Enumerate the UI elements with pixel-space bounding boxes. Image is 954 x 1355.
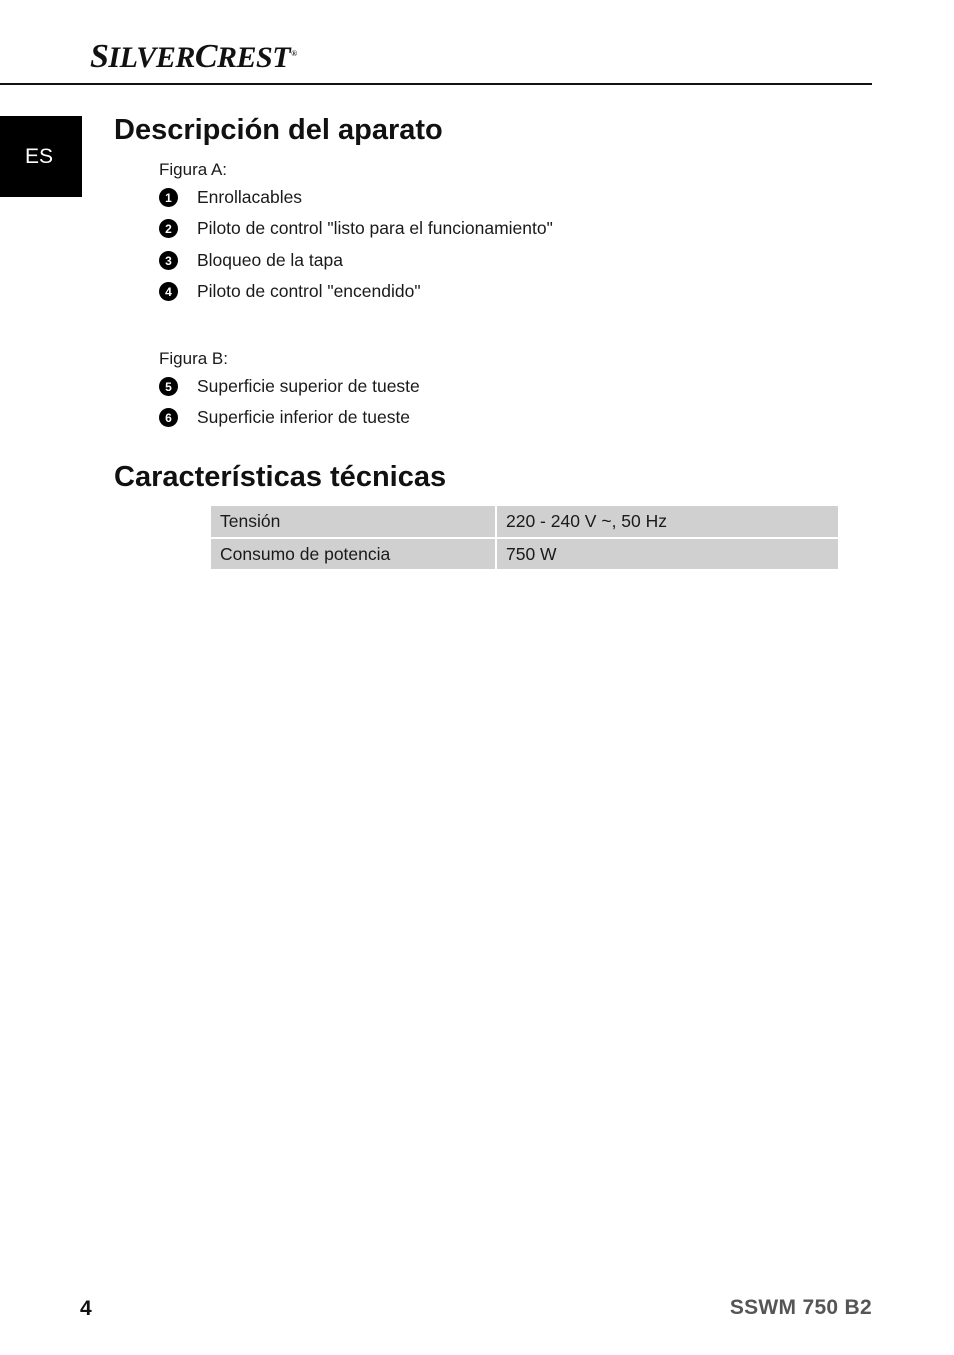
figure-a-item <box>159 187 302 208</box>
figure-a-item <box>159 218 553 239</box>
section-title-specs: Características técnicas <box>114 461 447 493</box>
item-number-badge: 6 <box>159 408 178 427</box>
spec-label: Tensión <box>211 506 496 538</box>
table-row <box>211 506 838 538</box>
item-text: Superficie inferior de tueste <box>197 407 411 427</box>
item-text: Enrollacables <box>197 187 303 207</box>
item-number-badge: 4 <box>159 282 178 301</box>
table-row <box>211 538 838 570</box>
spec-value: 750 W <box>496 538 838 570</box>
specs-table <box>211 506 838 571</box>
section-title-description: Descripción del aparato <box>114 114 443 146</box>
figure-a-label: Figura A: <box>159 160 228 179</box>
figure-b-label: Figura B: <box>159 349 228 368</box>
spec-label: Consumo de potencia <box>211 538 496 570</box>
item-number-badge: 1 <box>159 188 178 207</box>
item-number-badge: 2 <box>159 219 178 238</box>
model-name: SSWM 750 B2 <box>729 1296 872 1319</box>
page-number: 4 <box>80 1297 92 1320</box>
language-tab <box>0 116 82 197</box>
language-tab-label: ES <box>24 144 53 168</box>
header-rule <box>0 83 872 85</box>
figure-a-item <box>159 281 421 302</box>
item-text: Bloqueo de la tapa <box>197 250 343 270</box>
brand-logo: SILVERCREST® <box>90 38 297 75</box>
item-number-badge: 3 <box>159 251 178 270</box>
figure-a-item <box>159 250 343 271</box>
item-text: Piloto de control "encendido" <box>197 281 421 301</box>
figure-b-item <box>159 376 420 397</box>
spec-value: 220 - 240 V ~, 50 Hz <box>496 506 838 538</box>
item-text: Superficie superior de tueste <box>197 376 420 396</box>
item-text: Piloto de control "listo para el funcionamiento" <box>197 218 553 238</box>
item-number-badge: 5 <box>159 377 178 396</box>
figure-b-item <box>159 407 410 428</box>
